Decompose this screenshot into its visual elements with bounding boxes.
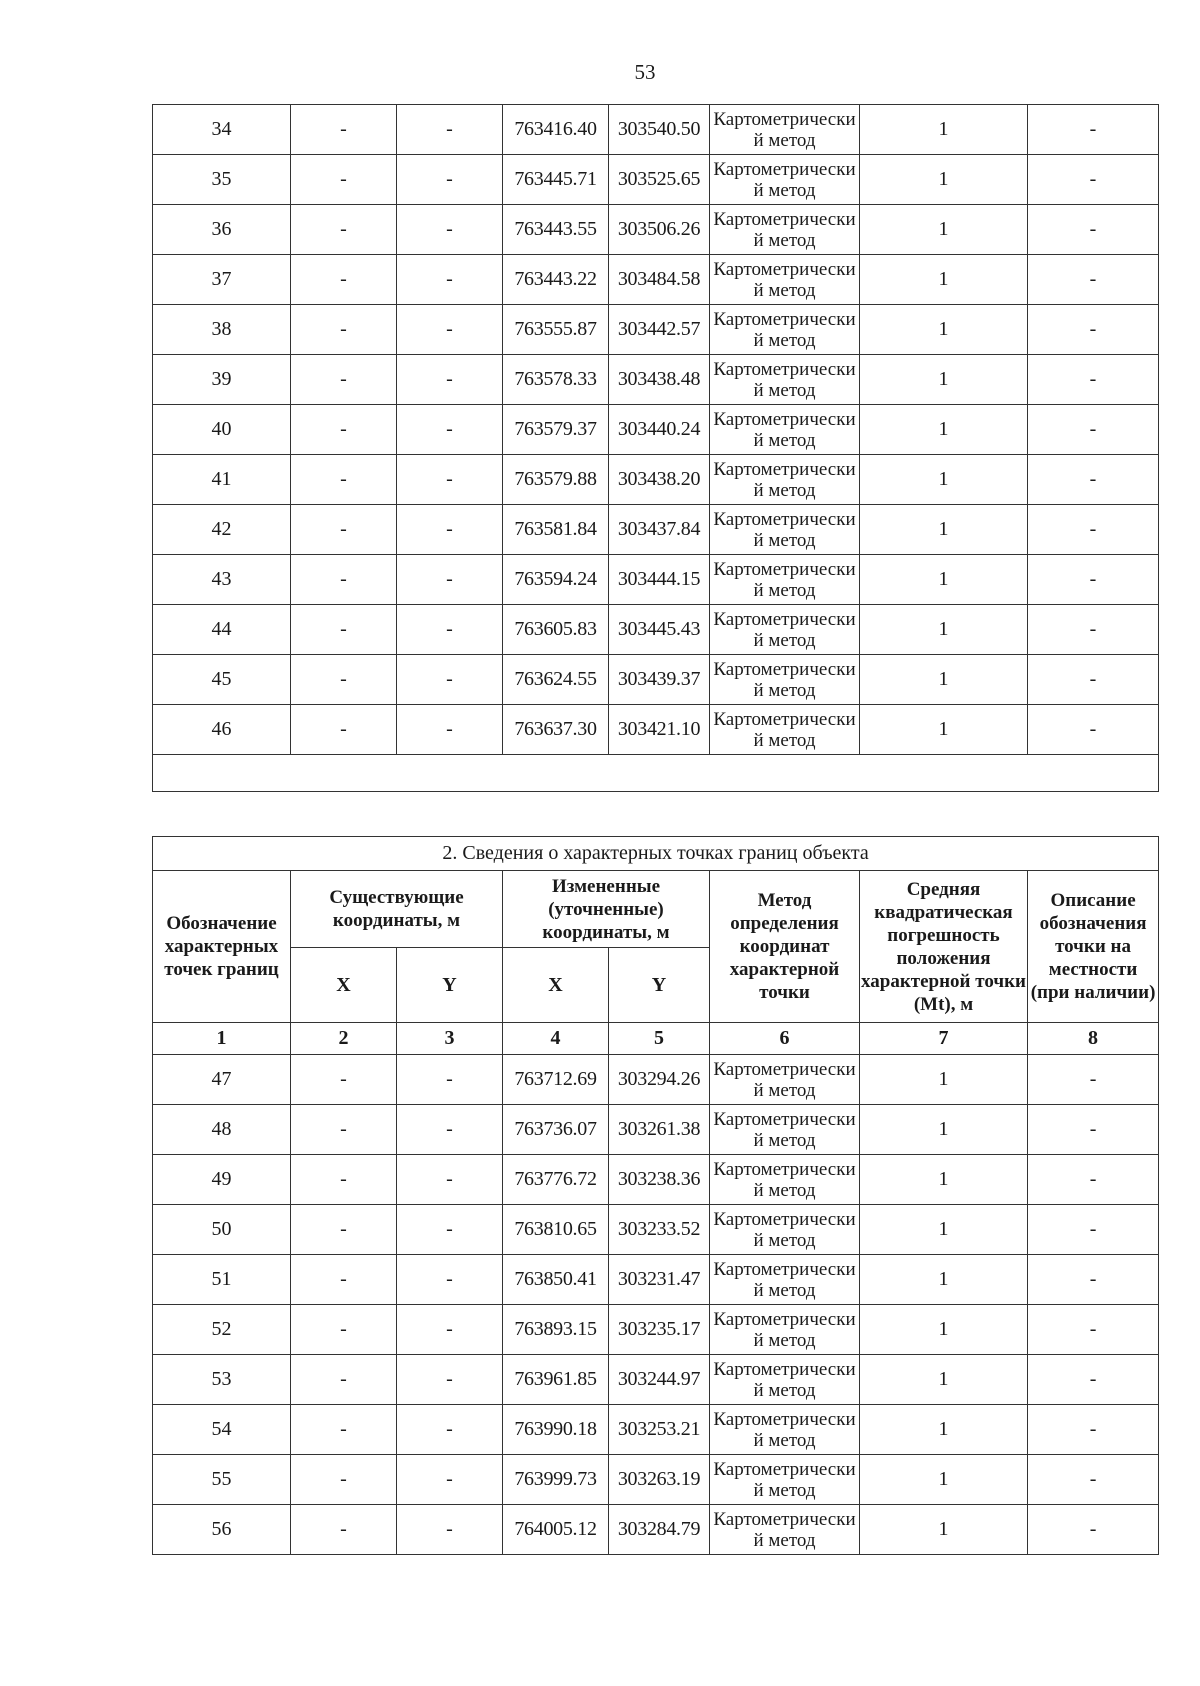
changed-y-cell: 303238.36 <box>609 1155 710 1205</box>
changed-y-cell: 303244.97 <box>609 1355 710 1405</box>
existing-x-cell: - <box>291 555 397 605</box>
point-number-cell: 34 <box>153 105 291 155</box>
existing-x-cell: - <box>291 305 397 355</box>
changed-y-cell: 303445.43 <box>609 605 710 655</box>
method-cell: Картометрический метод <box>710 655 860 705</box>
description-cell: - <box>1028 1205 1159 1255</box>
changed-y-cell: 303263.19 <box>609 1455 710 1505</box>
header-changed-y: Y <box>609 948 710 1023</box>
coordinates-table-continued <box>152 104 1159 792</box>
existing-x-cell: - <box>291 1055 397 1105</box>
description-cell: - <box>1028 605 1159 655</box>
accuracy-cell: 1 <box>860 1405 1028 1455</box>
table-row <box>153 505 1159 555</box>
changed-y-cell: 303235.17 <box>609 1305 710 1355</box>
existing-y-cell: - <box>397 1405 503 1455</box>
accuracy-cell: 1 <box>860 1155 1028 1205</box>
description-cell: - <box>1028 155 1159 205</box>
accuracy-cell: 1 <box>860 155 1028 205</box>
column-number: 6 <box>710 1023 860 1055</box>
description-cell: - <box>1028 255 1159 305</box>
changed-x-cell: 763893.15 <box>503 1305 609 1355</box>
point-number-cell: 41 <box>153 455 291 505</box>
accuracy-cell: 1 <box>860 505 1028 555</box>
changed-x-cell: 763555.87 <box>503 305 609 355</box>
empty-row <box>153 755 1159 792</box>
changed-y-cell: 303442.57 <box>609 305 710 355</box>
accuracy-cell: 1 <box>860 305 1028 355</box>
point-number-cell: 54 <box>153 1405 291 1455</box>
changed-y-cell: 303540.50 <box>609 105 710 155</box>
changed-x-cell: 763961.85 <box>503 1355 609 1405</box>
column-number: 2 <box>291 1023 397 1055</box>
existing-y-cell: - <box>397 1255 503 1305</box>
changed-x-cell: 763578.33 <box>503 355 609 405</box>
changed-x-cell: 763443.55 <box>503 205 609 255</box>
existing-y-cell: - <box>397 355 503 405</box>
method-cell: Картометрический метод <box>710 1405 860 1455</box>
changed-y-cell: 303261.38 <box>609 1105 710 1155</box>
description-cell: - <box>1028 555 1159 605</box>
accuracy-cell: 1 <box>860 655 1028 705</box>
changed-y-cell: 303525.65 <box>609 155 710 205</box>
method-cell: Картометрический метод <box>710 505 860 555</box>
point-number-cell: 53 <box>153 1355 291 1405</box>
point-number-cell: 56 <box>153 1505 291 1555</box>
description-cell: - <box>1028 1455 1159 1505</box>
existing-y-cell: - <box>397 155 503 205</box>
column-number: 3 <box>397 1023 503 1055</box>
table-row <box>153 1505 1159 1555</box>
existing-y-cell: - <box>397 1155 503 1205</box>
table-row <box>153 1305 1159 1355</box>
table-row <box>153 1255 1159 1305</box>
method-cell: Картометрический метод <box>710 255 860 305</box>
table-row <box>153 1405 1159 1455</box>
table-row <box>153 455 1159 505</box>
description-cell: - <box>1028 1155 1159 1205</box>
existing-x-cell: - <box>291 1205 397 1255</box>
accuracy-cell: 1 <box>860 1105 1028 1155</box>
point-number-cell: 44 <box>153 605 291 655</box>
method-cell: Картометрический метод <box>710 1255 860 1305</box>
point-number-cell: 47 <box>153 1055 291 1105</box>
section-title: 2. Сведения о характерных точках границ объекта <box>153 837 1159 871</box>
description-cell: - <box>1028 1305 1159 1355</box>
description-cell: - <box>1028 205 1159 255</box>
point-number-cell: 38 <box>153 305 291 355</box>
method-cell: Картометрический метод <box>710 455 860 505</box>
description-cell: - <box>1028 455 1159 505</box>
existing-x-cell: - <box>291 155 397 205</box>
changed-y-cell: 303444.15 <box>609 555 710 605</box>
description-cell: - <box>1028 355 1159 405</box>
existing-x-cell: - <box>291 605 397 655</box>
existing-y-cell: - <box>397 1205 503 1255</box>
changed-x-cell: 763850.41 <box>503 1255 609 1305</box>
existing-y-cell: - <box>397 1355 503 1405</box>
existing-x-cell: - <box>291 1305 397 1355</box>
accuracy-cell: 1 <box>860 705 1028 755</box>
accuracy-cell: 1 <box>860 255 1028 305</box>
method-cell: Картометрический метод <box>710 205 860 255</box>
existing-x-cell: - <box>291 255 397 305</box>
table-row <box>153 1355 1159 1405</box>
description-cell: - <box>1028 1505 1159 1555</box>
accuracy-cell: 1 <box>860 405 1028 455</box>
header-existing-x: X <box>291 948 397 1023</box>
method-cell: Картометрический метод <box>710 1305 860 1355</box>
table-row <box>153 1055 1159 1105</box>
description-cell: - <box>1028 1055 1159 1105</box>
changed-y-cell: 303506.26 <box>609 205 710 255</box>
existing-x-cell: - <box>291 1355 397 1405</box>
existing-x-cell: - <box>291 1405 397 1455</box>
existing-x-cell: - <box>291 1455 397 1505</box>
changed-x-cell: 763999.73 <box>503 1455 609 1505</box>
existing-y-cell: - <box>397 605 503 655</box>
table-row <box>153 405 1159 455</box>
point-number-cell: 37 <box>153 255 291 305</box>
table-row <box>153 1105 1159 1155</box>
changed-x-cell: 763624.55 <box>503 655 609 705</box>
table-row <box>153 1205 1159 1255</box>
changed-x-cell: 763776.72 <box>503 1155 609 1205</box>
changed-x-cell: 763605.83 <box>503 605 609 655</box>
existing-x-cell: - <box>291 455 397 505</box>
accuracy-cell: 1 <box>860 1205 1028 1255</box>
changed-y-cell: 303231.47 <box>609 1255 710 1305</box>
description-cell: - <box>1028 1355 1159 1405</box>
point-number-cell: 48 <box>153 1105 291 1155</box>
point-number-cell: 52 <box>153 1305 291 1355</box>
header-accuracy: Средняя квадратическая погрешность положения характерной точки (Mt), м <box>860 871 1028 1023</box>
existing-y-cell: - <box>397 1305 503 1355</box>
table-row <box>153 555 1159 605</box>
existing-y-cell: - <box>397 1105 503 1155</box>
changed-y-cell: 303284.79 <box>609 1505 710 1555</box>
method-cell: Картометрический метод <box>710 1205 860 1255</box>
existing-y-cell: - <box>397 655 503 705</box>
description-cell: - <box>1028 1255 1159 1305</box>
existing-y-cell: - <box>397 1505 503 1555</box>
point-number-cell: 51 <box>153 1255 291 1305</box>
table-row <box>153 305 1159 355</box>
accuracy-cell: 1 <box>860 1455 1028 1505</box>
existing-y-cell: - <box>397 255 503 305</box>
changed-x-cell: 763445.71 <box>503 155 609 205</box>
table-row <box>153 355 1159 405</box>
point-number-cell: 40 <box>153 405 291 455</box>
accuracy-cell: 1 <box>860 1055 1028 1105</box>
changed-x-cell: 763712.69 <box>503 1055 609 1105</box>
changed-x-cell: 763810.65 <box>503 1205 609 1255</box>
existing-x-cell: - <box>291 655 397 705</box>
existing-x-cell: - <box>291 1255 397 1305</box>
method-cell: Картометрический метод <box>710 555 860 605</box>
column-number: 7 <box>860 1023 1028 1055</box>
method-cell: Картометрический метод <box>710 705 860 755</box>
header-method: Метод определения координат характерной точки <box>710 871 860 1023</box>
changed-y-cell: 303421.10 <box>609 705 710 755</box>
accuracy-cell: 1 <box>860 1505 1028 1555</box>
changed-x-cell: 763443.22 <box>503 255 609 305</box>
changed-x-cell: 764005.12 <box>503 1505 609 1555</box>
table-row <box>153 155 1159 205</box>
method-cell: Картометрический метод <box>710 105 860 155</box>
changed-y-cell: 303484.58 <box>609 255 710 305</box>
description-cell: - <box>1028 1105 1159 1155</box>
description-cell: - <box>1028 505 1159 555</box>
accuracy-cell: 1 <box>860 1355 1028 1405</box>
point-number-cell: 35 <box>153 155 291 205</box>
table-row <box>153 1155 1159 1205</box>
accuracy-cell: 1 <box>860 455 1028 505</box>
header-description: Описание обозначения точки на местности (при наличии) <box>1028 871 1159 1023</box>
accuracy-cell: 1 <box>860 105 1028 155</box>
changed-x-cell: 763581.84 <box>503 505 609 555</box>
changed-y-cell: 303233.52 <box>609 1205 710 1255</box>
header-existing-coordinates: Существующие координаты, м <box>291 871 503 948</box>
existing-y-cell: - <box>397 305 503 355</box>
header-changed-coordinates: Измененные (уточненные) координаты, м <box>503 871 710 948</box>
table-row <box>153 655 1159 705</box>
changed-x-cell: 763416.40 <box>503 105 609 155</box>
table-row <box>153 605 1159 655</box>
existing-x-cell: - <box>291 355 397 405</box>
existing-x-cell: - <box>291 105 397 155</box>
accuracy-cell: 1 <box>860 555 1028 605</box>
point-number-cell: 36 <box>153 205 291 255</box>
column-number: 1 <box>153 1023 291 1055</box>
description-cell: - <box>1028 105 1159 155</box>
point-number-cell: 55 <box>153 1455 291 1505</box>
table-row <box>153 205 1159 255</box>
changed-x-cell: 763990.18 <box>503 1405 609 1455</box>
point-number-cell: 50 <box>153 1205 291 1255</box>
method-cell: Картометрический метод <box>710 1455 860 1505</box>
existing-x-cell: - <box>291 505 397 555</box>
table-row <box>153 705 1159 755</box>
existing-y-cell: - <box>397 205 503 255</box>
existing-y-cell: - <box>397 505 503 555</box>
method-cell: Картометрический метод <box>710 1505 860 1555</box>
existing-x-cell: - <box>291 405 397 455</box>
changed-y-cell: 303439.37 <box>609 655 710 705</box>
table-row <box>153 105 1159 155</box>
existing-y-cell: - <box>397 405 503 455</box>
existing-x-cell: - <box>291 205 397 255</box>
existing-y-cell: - <box>397 1055 503 1105</box>
method-cell: Картометрический метод <box>710 1355 860 1405</box>
point-number-cell: 49 <box>153 1155 291 1205</box>
changed-x-cell: 763736.07 <box>503 1105 609 1155</box>
accuracy-cell: 1 <box>860 355 1028 405</box>
existing-x-cell: - <box>291 1105 397 1155</box>
existing-y-cell: - <box>397 705 503 755</box>
method-cell: Картометрический метод <box>710 405 860 455</box>
point-number-cell: 42 <box>153 505 291 555</box>
column-number: 8 <box>1028 1023 1159 1055</box>
description-cell: - <box>1028 655 1159 705</box>
method-cell: Картометрический метод <box>710 155 860 205</box>
changed-y-cell: 303438.48 <box>609 355 710 405</box>
method-cell: Картометрический метод <box>710 1105 860 1155</box>
existing-y-cell: - <box>397 455 503 505</box>
table-row <box>153 1455 1159 1505</box>
changed-y-cell: 303438.20 <box>609 455 710 505</box>
empty-cell <box>153 755 1159 792</box>
description-cell: - <box>1028 305 1159 355</box>
method-cell: Картометрический метод <box>710 1055 860 1105</box>
table-row <box>153 255 1159 305</box>
method-cell: Картометрический метод <box>710 1155 860 1205</box>
existing-y-cell: - <box>397 1455 503 1505</box>
header-point-designation: Обозначение характерных точек границ <box>153 871 291 1023</box>
changed-y-cell: 303294.26 <box>609 1055 710 1105</box>
changed-y-cell: 303253.21 <box>609 1405 710 1455</box>
changed-x-cell: 763579.88 <box>503 455 609 505</box>
changed-x-cell: 763594.24 <box>503 555 609 605</box>
existing-y-cell: - <box>397 105 503 155</box>
description-cell: - <box>1028 705 1159 755</box>
header-existing-y: Y <box>397 948 503 1023</box>
description-cell: - <box>1028 405 1159 455</box>
point-number-cell: 45 <box>153 655 291 705</box>
existing-x-cell: - <box>291 1505 397 1555</box>
column-number: 4 <box>503 1023 609 1055</box>
description-cell: - <box>1028 1405 1159 1455</box>
point-number-cell: 43 <box>153 555 291 605</box>
existing-y-cell: - <box>397 555 503 605</box>
point-number-cell: 39 <box>153 355 291 405</box>
changed-y-cell: 303437.84 <box>609 505 710 555</box>
existing-x-cell: - <box>291 1155 397 1205</box>
accuracy-cell: 1 <box>860 1255 1028 1305</box>
changed-x-cell: 763579.37 <box>503 405 609 455</box>
accuracy-cell: 1 <box>860 605 1028 655</box>
accuracy-cell: 1 <box>860 1305 1028 1355</box>
existing-x-cell: - <box>291 705 397 755</box>
method-cell: Картометрический метод <box>710 305 860 355</box>
header-changed-x: X <box>503 948 609 1023</box>
point-number-cell: 46 <box>153 705 291 755</box>
method-cell: Картометрический метод <box>710 355 860 405</box>
changed-y-cell: 303440.24 <box>609 405 710 455</box>
accuracy-cell: 1 <box>860 205 1028 255</box>
boundary-points-table <box>152 836 1159 1555</box>
page-number: 53 <box>634 60 656 84</box>
changed-x-cell: 763637.30 <box>503 705 609 755</box>
method-cell: Картометрический метод <box>710 605 860 655</box>
column-number: 5 <box>609 1023 710 1055</box>
